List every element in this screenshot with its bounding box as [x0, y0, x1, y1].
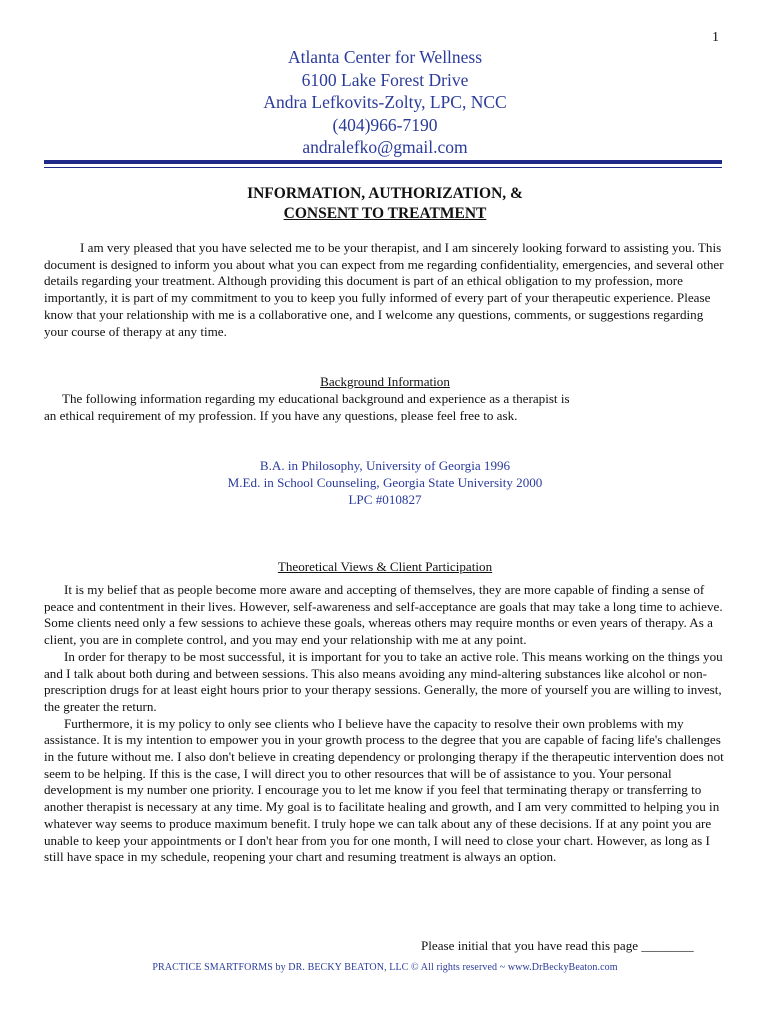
- theory-paragraph-3: Furthermore, it is my policy to only see clients who I believe have the capacity to resolve their own problems with my assistance. It is my intention to empower you in your growth process to the degree that you are capable of facing life's challenges in the future without me. I also don't believe in creating dependency or prolonging therapy if the therapeutic intervention does not seem to be helping. If this is the case, I will direct you to other resources that will be of assistance to you. Your personal development is my number one priority. I encourage you to let me know if you feel that terminating therapy or transferring to another therapist is necessary at any time. My goal is to facilitate healing and growth, and I am very committed to helping you in whatever way seems to produce maximum benefit. I truly hope we can talk about any of these decisions. If at any point you are unable to keep your appointments or I don't hear from you for one month, I will need to close your chart. However, as long as I still have space in my schedule, reopening your chart and resuming treatment is always an option.: [44, 715, 724, 865]
- document-title-line1: INFORMATION, AUTHORIZATION, &: [247, 185, 523, 202]
- header-rule-thin: [44, 167, 722, 168]
- background-line2: an ethical requirement of my profession. If you have any questions, please feel free to ask.: [44, 407, 518, 423]
- letterhead-phone: (404)966-7190: [332, 114, 438, 135]
- letterhead-therapist: Andra Lefkovits-Zolty, LPC, NCC: [263, 92, 507, 112]
- letterhead-address: 6100 Lake Forest Drive: [301, 69, 469, 90]
- document-title: [0, 184, 770, 224]
- theory-paragraph-2: In order for therapy to be most successful, it is important for you to take an active role. This means working on the things you and I talk about both during and between sessions. This also means avoiding any mind-altering substances like alcohol or non-prescription drugs for at least eight hours prior to your therapy sessions. Generally, the more of yourself you are willing to invest, the greater the return.: [44, 648, 723, 714]
- theory-section: [44, 582, 726, 866]
- background-heading: Background Information: [320, 374, 450, 389]
- intro-section: [44, 240, 726, 340]
- intro-paragraph: I am very pleased that you have selected me to be your therapist, and I am sincerely looking forward to assisting you. This document is designed to inform you about what you can expect from me regarding confidentiality, emergencies, and several other details regarding your treatment. Although providing this document is part of an ethical obligation to my profession, more importantly, it is part of my commitment to you to keep you fully informed of every part of your therapeutic experience. Please know that your relationship with me is a collaborative one, and I welcome any questions, comments, or suggestions regarding your course of therapy at any time.: [44, 240, 724, 339]
- letterhead-org: Atlanta Center for Wellness: [287, 47, 483, 67]
- document-title-line2: CONSENT TO TREATMENT: [283, 205, 487, 222]
- background-line1: The following information regarding my educational background and experience as a therapist is: [62, 391, 570, 406]
- letterhead-email: andralefko@gmail.com: [302, 137, 468, 157]
- credential-ba: B.A. in Philosophy, University of Georgia 1996: [259, 458, 511, 473]
- background-section: [44, 391, 734, 424]
- letterhead: [0, 46, 770, 159]
- theory-paragraph-1: It is my belief that as people become more aware and accepting of themselves, they are more capable of finding a sense of peace and contentment in their lives. However, self-awareness and self-acceptance are goals that may take a long time to achieve. Some clients need only a few sessions to achieve these goals, whereas others may require months or even years of therapy. As a client, you are in complete control, and you may end your relationship with me at any point.: [44, 582, 723, 648]
- page-number: 1: [712, 30, 719, 45]
- footer: PRACTICE SMARTFORMS by DR. BECKY BEATON, LLC © All rights reserved ~ www.DrBeckyBeaton.com: [152, 962, 618, 973]
- credentials: [0, 457, 770, 508]
- credential-lpc: LPC #010827: [348, 492, 422, 507]
- header-rule: [44, 160, 722, 164]
- initial-prompt: Please initial that you have read this page ________: [421, 938, 694, 953]
- theory-heading: Theoretical Views & Client Participation: [277, 559, 493, 574]
- credential-med: M.Ed. in School Counseling, Georgia State University 2000: [227, 475, 543, 490]
